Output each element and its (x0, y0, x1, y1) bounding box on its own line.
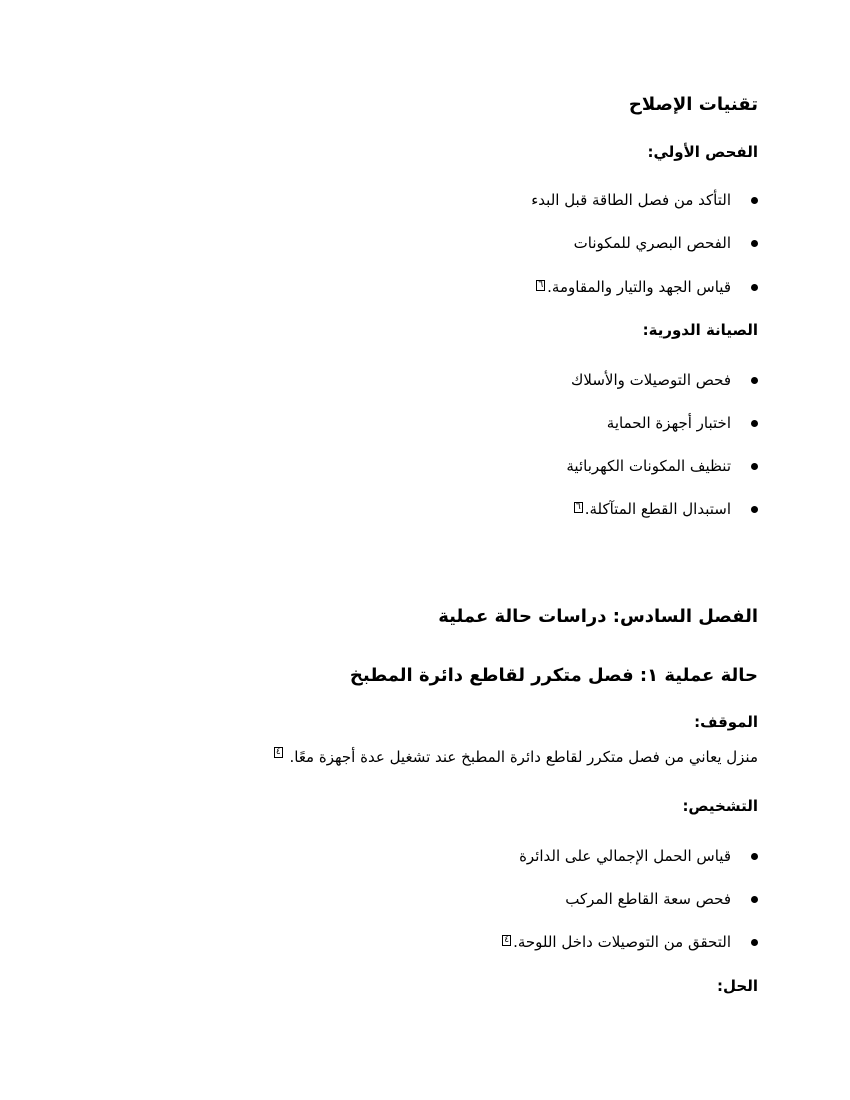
bullet-icon (751, 463, 758, 470)
citation-ref[interactable]: ٦ (575, 501, 581, 512)
bullet-icon (751, 506, 758, 513)
section-title-repair-techniques: تقنيات الإصلاح (628, 94, 758, 115)
situation-paragraph (274, 748, 758, 766)
citation-ref[interactable]: ٦ (538, 279, 544, 290)
subheading-diagnosis: التشخيص: (682, 797, 758, 815)
citation-ref[interactable]: ٤ (504, 934, 510, 945)
bullet-icon (751, 240, 758, 247)
list-item-text: قياس الحمل الإجمالي على الدائرة (519, 847, 731, 865)
list-item-text: فحص التوصيلات والأسلاك (571, 371, 731, 389)
list-item (574, 500, 758, 518)
list-item-text: التحقق من التوصيلات داخل اللوحة. (513, 933, 731, 951)
situation-text: منزل يعاني من فصل متكرر لقاطع دائرة المطبخ عند تشغيل عدة أجهزة معًا. (289, 748, 758, 766)
case-title: حالة عملية ١: فصل متكرر لقاطع دائرة المطبخ (349, 665, 758, 686)
list-item (502, 933, 758, 951)
list-item-text: تنظيف المكونات الكهربائية (566, 457, 731, 475)
list-item-text: اختبار أجهزة الحماية (606, 414, 731, 432)
citation-ref[interactable]: ٤ (275, 747, 281, 757)
list-item (571, 371, 758, 389)
list-item-text: التأكد من فصل الطاقة قبل البدء (531, 191, 731, 209)
list-item (565, 890, 758, 908)
bullet-icon (751, 939, 758, 946)
list-item (531, 191, 758, 209)
subheading-initial-check: الفحص الأولي: (647, 143, 758, 161)
bullet-icon (751, 284, 758, 291)
list-item-text: قياس الجهد والتيار والمقاومة. (547, 278, 731, 296)
list-item (566, 457, 758, 475)
subheading-solution: الحل: (717, 977, 758, 995)
bullet-icon (751, 377, 758, 384)
subheading-periodic-maintenance: الصيانة الدورية: (642, 321, 758, 339)
list-item-text: الفحص البصري للمكونات (573, 234, 731, 252)
list-item (536, 278, 758, 296)
list-item (574, 234, 758, 252)
list-item (519, 847, 758, 865)
bullet-icon (751, 197, 758, 204)
list-item-text: فحص سعة القاطع المركب (565, 890, 731, 908)
bullet-icon (751, 853, 758, 860)
chapter-title: الفصل السادس: دراسات حالة عملية (438, 606, 758, 627)
list-item-text: استبدال القطع المتآكلة. (584, 500, 731, 518)
bullet-icon (751, 420, 758, 427)
subheading-situation: الموقف: (694, 713, 758, 731)
list-item (607, 414, 758, 432)
bullet-icon (751, 896, 758, 903)
